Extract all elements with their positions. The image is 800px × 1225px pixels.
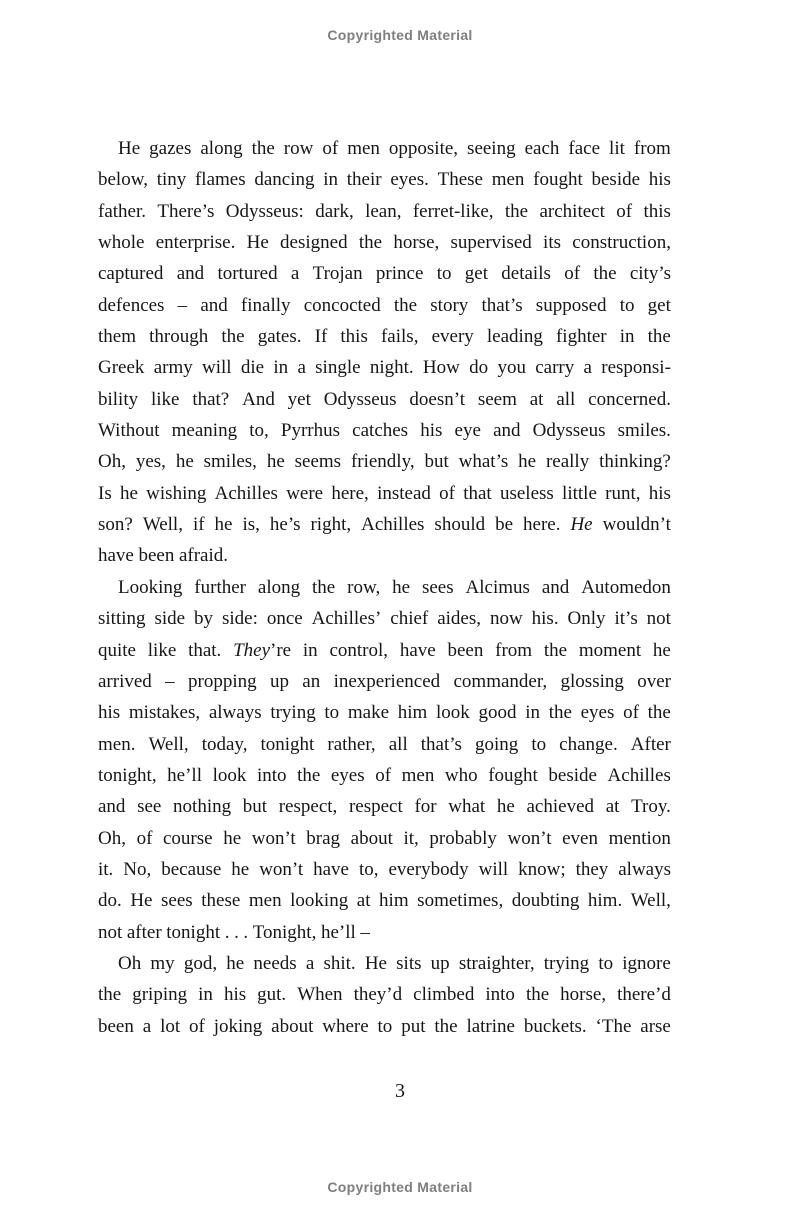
text-line: them through the gates. If this fails, every leading fighter in the bbox=[98, 326, 671, 348]
text-line: do. He sees these men looking at him sometimes, doubting him. Well, bbox=[98, 890, 671, 912]
text-line: been a lot of joking about where to put the latrine buckets. ‘The arse bbox=[98, 1015, 671, 1037]
text-line: father. There’s Odysseus: dark, lean, ferret-like, the architect of this bbox=[98, 200, 671, 222]
text-line: quite like that. They’re in control, have been from the moment he bbox=[98, 639, 671, 661]
text-line: whole enterprise. He designed the horse, supervised its construction, bbox=[98, 232, 671, 254]
text-line: Oh, of course he won’t brag about it, probably won’t even mention bbox=[98, 827, 671, 849]
text-line: Greek army will die in a single night. How do you carry a responsi- bbox=[98, 357, 671, 379]
text-line: He gazes along the row of men opposite, seeing each face lit from bbox=[118, 138, 671, 159]
text-line: have been afraid. bbox=[98, 545, 228, 567]
copyright-notice-bottom: Copyrighted Material bbox=[327, 1179, 473, 1195]
page-number: 3 bbox=[395, 1080, 405, 1102]
text-line: the griping in his gut. When they’d climbed into the horse, there’d bbox=[98, 984, 671, 1006]
text-line: defences – and finally concocted the story that’s supposed to get bbox=[98, 294, 671, 316]
text-line: sitting side by side: once Achilles’ chief aides, now his. Only it’s not bbox=[98, 608, 671, 630]
text-line: Without meaning to, Pyrrhus catches his eye and Odysseus smiles. bbox=[98, 420, 671, 442]
text-line: and see nothing but respect, respect for what he achieved at Troy. bbox=[98, 796, 671, 818]
text-line: his mistakes, always trying to make him look good in the eyes of the bbox=[98, 702, 671, 724]
text-line: arrived – propping up an inexperienced commander, glossing over bbox=[98, 670, 671, 692]
text-line: it. No, because he won’t have to, everybody will know; they always bbox=[98, 858, 671, 880]
text-line: bility like that? And yet Odysseus doesn’t seem at all concerned. bbox=[98, 388, 671, 410]
text-line: Oh, yes, he smiles, he seems friendly, but what’s he really thinking? bbox=[98, 451, 671, 473]
copyright-notice-top: Copyrighted Material bbox=[327, 27, 473, 43]
text-line: tonight, he’ll look into the eyes of men who fought beside Achilles bbox=[98, 764, 671, 786]
text-line: below, tiny flames dancing in their eyes. These men fought beside his bbox=[98, 169, 671, 191]
text-line: men. Well, today, tonight rather, all that’s going to change. After bbox=[98, 733, 671, 755]
page-text bbox=[98, 133, 671, 1042]
text-line: Is he wishing Achilles were here, instead of that useless little runt, his bbox=[98, 482, 671, 504]
text-line: not after tonight . . . Tonight, he’ll – bbox=[98, 921, 370, 943]
text-line: Oh my god, he needs a shit. He sits up straighter, trying to ignore bbox=[118, 952, 671, 974]
text-line: son? Well, if he is, he’s right, Achilles should be here. He wouldn’t bbox=[98, 514, 671, 536]
text-line: Looking further along the row, he sees Alcimus and Automedon bbox=[118, 576, 671, 598]
text-line: captured and tortured a Trojan prince to get details of the city’s bbox=[98, 263, 671, 285]
